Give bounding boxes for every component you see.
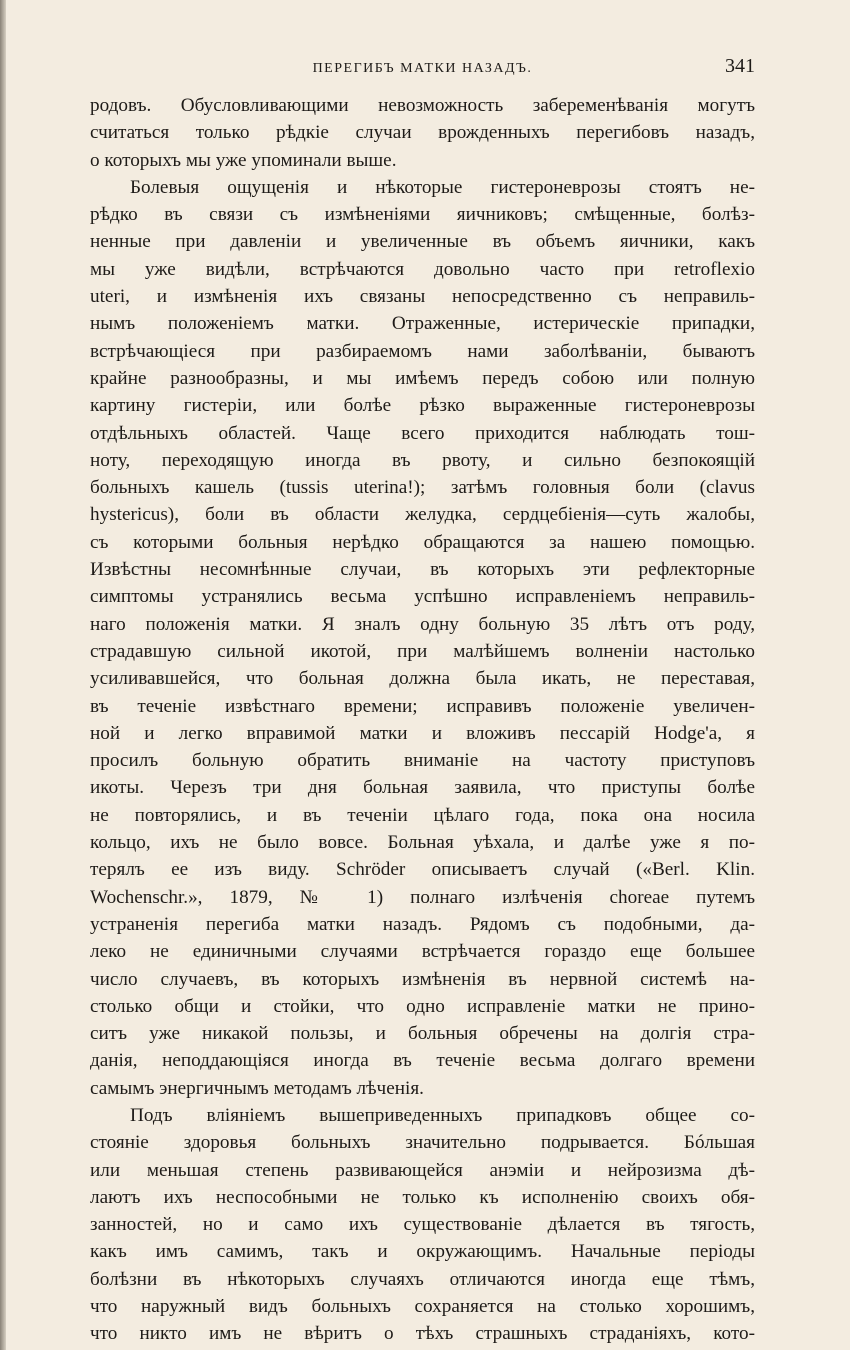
text-line: число случаевъ, въ которыхъ измѣненія въ нервной системѣ на- <box>90 968 755 990</box>
text-line: леко не единичными случаями встрѣчается гораздо еще большее <box>90 941 755 963</box>
page-number: 341 <box>725 55 755 77</box>
text-line: просилъ больную обратить вниманіе на частоту приступовъ <box>90 750 755 772</box>
body-text <box>90 92 755 1348</box>
text-line: встрѣчающіеся при разбираемомъ нами заболѣваніи, бываютъ <box>90 340 755 362</box>
text-line: не повторялись, и въ теченіи цѣлаго года, пока она носила <box>90 804 755 826</box>
text-line: рѣдко въ связи съ измѣненіями яичниковъ; смѣщенные, болѣз- <box>90 204 755 226</box>
text-line: больныхъ кашель (tussis uterina!); затѣмъ головныя боли (clavus <box>90 477 755 499</box>
text-line: наго положенія матки. Я зналъ одну больную 35 лѣтъ отъ роду, <box>90 613 755 635</box>
text-line: болѣзни въ нѣкоторыхъ случаяхъ отличаются иногда еще тѣмъ, <box>90 1268 755 1290</box>
text-line: данія, неподдающіяся иногда въ теченіе весьма долгаго времени <box>90 1050 755 1072</box>
text-line: устраненія перегиба матки назадъ. Рядомъ съ подобными, да- <box>90 913 755 935</box>
running-title: ПЕРЕГИБЪ МАТКИ НАЗАДЪ. <box>312 61 533 76</box>
text-line: какъ имъ самимъ, такъ и окружающимъ. Начальные періоды <box>90 1241 755 1263</box>
text-line: uteri, и измѣненія ихъ связаны непосредственно съ неправиль- <box>90 286 755 308</box>
text-line: отдѣльныхъ областей. Чаще всего приходится наблюдать тош- <box>90 422 755 444</box>
text-line: считаться только рѣдкіе случаи врожденныхъ перегибовъ назадъ, <box>90 122 755 144</box>
text-line: Wochenschr.», 1879, № 1) полнаго излѣченія choreae путемъ <box>90 886 755 908</box>
text-line: hystericus), боли въ области желудка, сердцебіенія—суть жалобы, <box>90 504 755 526</box>
text-line: занностей, но и само ихъ существованіе дѣлается въ тягость, <box>90 1214 755 1236</box>
text-line: что никто имъ не вѣритъ о тѣхъ страшныхъ страданіяхъ, кото- <box>90 1323 755 1345</box>
text-line: стояніе здоровья больныхъ значительно подрывается. Бóльшая <box>90 1132 755 1154</box>
text-line: симптомы устранялись весьма успѣшно исправленіемъ неправиль- <box>90 586 755 608</box>
text-line: ной и легко вправимой матки и вложивъ пессарій Hodge'а, я <box>90 722 755 744</box>
text-line: нымъ положеніемъ матки. Отраженные, истерическіе припадки, <box>90 313 755 335</box>
text-line: страдавшую сильной икотой, при малѣйшемъ волненіи настолько <box>90 640 755 662</box>
running-header <box>90 55 755 85</box>
text-line: что наружный видъ больныхъ сохраняется на столько хорошимъ, <box>90 1296 755 1318</box>
text-line: ненные при давленіи и увеличенные въ объемъ яичники, какъ <box>90 231 755 253</box>
text-line: мы уже видѣли, встрѣчаются довольно часто при retroflexio <box>90 258 755 280</box>
page-edge <box>0 0 6 1350</box>
text-line: Подъ вліяніемъ вышеприведенныхъ припадковъ общее со- <box>130 1104 755 1126</box>
text-line: Извѣстны несомнѣнные случаи, въ которыхъ эти рефлекторные <box>90 559 755 581</box>
text-line: терялъ ее изъ виду. Schröder описываетъ случай («Berl. Klin. <box>90 859 755 881</box>
text-line: столько общи и стойки, что одно исправленіе матки не прино- <box>90 995 755 1017</box>
text-line: въ теченіе извѣстнаго времени; исправивъ положеніе увеличен- <box>90 695 755 717</box>
text-line: родовъ. Обусловливающими невозможность забеременѣванія могутъ <box>90 95 755 116</box>
text-line: Болевыя ощущенія и нѣкоторые гистероневрозы стоятъ не- <box>130 176 755 198</box>
text-line: кольцо, ихъ не было вовсе. Больная уѣхала, и далѣе уже я по- <box>90 832 755 854</box>
text-line: о которыхъ мы уже упоминали выше. <box>90 149 397 171</box>
text-line: усиливавшейся, что больная должна была икать, не переставая, <box>90 668 755 690</box>
text-line: ситъ уже никакой пользы, и больныя обречены на долгія стра- <box>90 1023 755 1045</box>
text-line: самымъ энергичнымъ методамъ лѣченія. <box>90 1077 424 1099</box>
text-line: съ которыми больныя нерѣдко обращаются за нашею помощью. <box>90 531 755 553</box>
text-line: картину гистеріи, или болѣе рѣзко выраженные гистероневрозы <box>90 395 755 417</box>
text-line: ноту, переходящую иногда въ рвоту, и сильно безпокоящій <box>90 449 755 471</box>
text-line: лаютъ ихъ неспособными не только къ исполненію своихъ обя- <box>90 1186 755 1208</box>
text-line: крайне разнообразны, и мы имѣемъ передъ собою или полную <box>90 367 755 389</box>
text-line: или меньшая степень развивающейся анэміи и нейрозизма дѣ- <box>90 1159 755 1181</box>
text-line: икоты. Черезъ три дня больная заявила, что приступы болѣе <box>90 777 755 799</box>
